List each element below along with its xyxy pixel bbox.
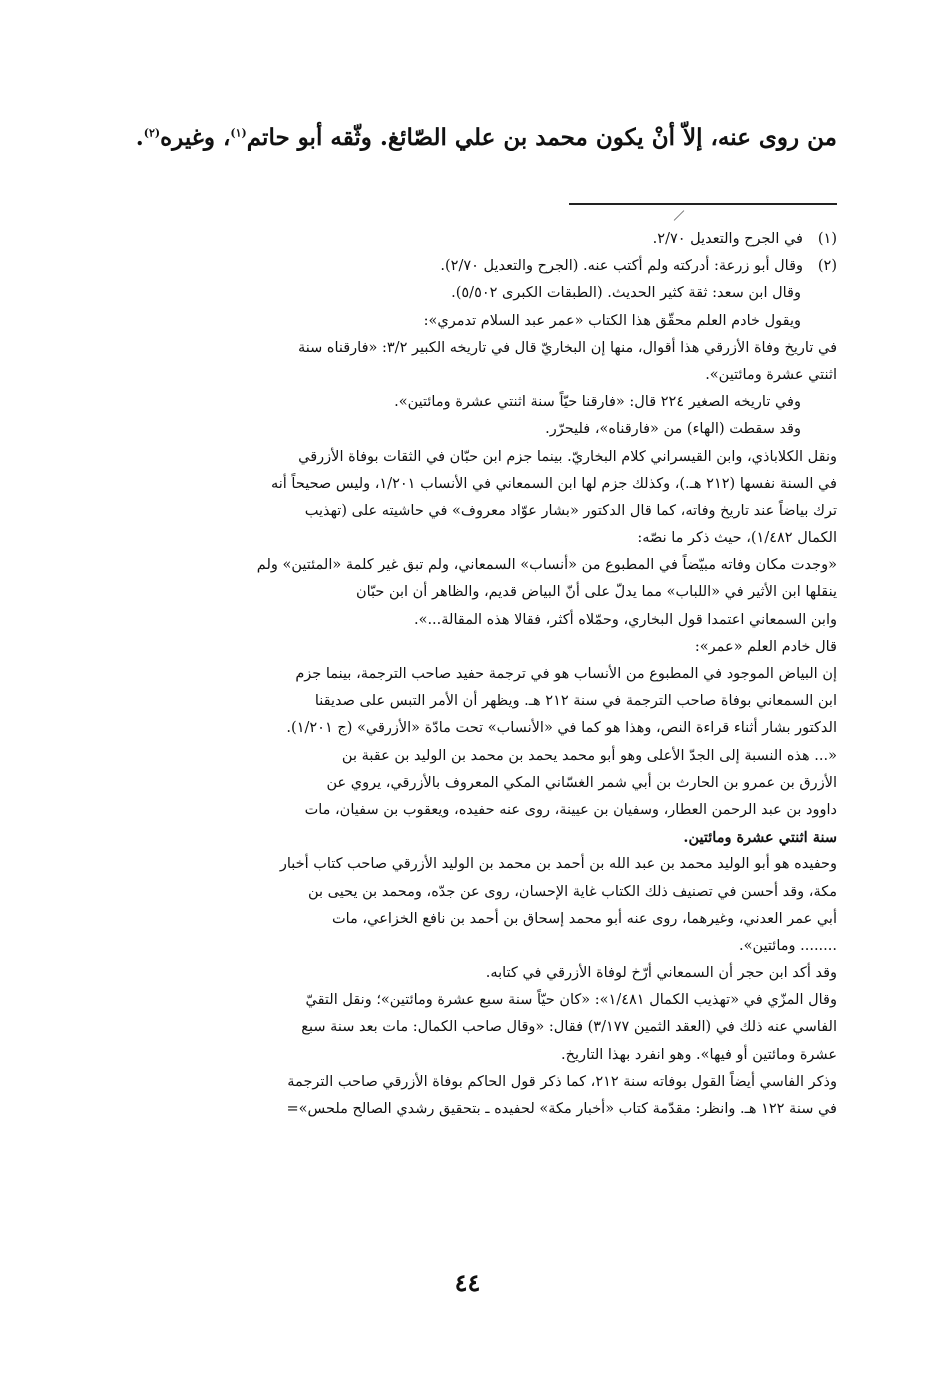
footnote-line xyxy=(117,743,837,770)
footnotes-block xyxy=(117,226,837,1123)
footnote-line xyxy=(117,1042,837,1069)
footnote-text: وقد سقطت (الهاء) من «فارقناه»، فليحرّر. xyxy=(545,421,801,438)
footnote-line xyxy=(117,1014,837,1041)
footnote-line xyxy=(117,770,837,797)
footnote-line xyxy=(117,362,837,389)
footnote-line xyxy=(117,389,837,416)
footnote-text: وابن السمعاني اعتمدا قول البخاري، وحمّلاه أكثر، فقالا هذه المقالة...». xyxy=(413,611,837,628)
footnote-text: أبي عمر العدني، وغيرهما، روى عنه أبو محمد إسحاق بن أحمد بن نافع الخزاعي، مات xyxy=(331,910,837,927)
footnote-text: ترك بياضاً عند تاريخ وفاته، كما قال الدكتور «بشار عوّاد معروف» في حاشيته على (تهذيب xyxy=(304,502,837,519)
footnote-line xyxy=(117,444,837,471)
stray-mark xyxy=(674,210,685,221)
footnote-ref-2[interactable]: (٢) xyxy=(143,126,161,140)
footnote-line xyxy=(117,906,837,933)
footnote-text: اثنتي عشرة ومائتين». xyxy=(705,366,837,383)
footnote-line xyxy=(117,579,837,606)
footnote-text: وقال ابن سعد: ثقة كثير الحديث. (الطبقات الكبرى ٥/٥٠٢). xyxy=(451,285,801,302)
footnote-text: «وجدت مكان وفاته مبيّضاً في المطبوع من «أنساب» السمعاني، ولم تبق غير كلمة «المئتين» ولم xyxy=(256,557,837,574)
footnote-text: «... هذه النسبة إلى الجدّ الأعلى وهو أبو محمد يحمد بن محمد بن الوليد بن عقبة بن xyxy=(341,747,837,764)
main-text-part2: ، وغيره xyxy=(160,124,231,151)
footnote-line xyxy=(117,634,837,661)
footnote-text: الكمال ١/٤٨٢)، حيث ذكر ما نصّه: xyxy=(637,530,837,547)
footnote-text: عشرة ومائتين أو فيها». وهو انفرد بهذا التاريخ. xyxy=(561,1046,837,1063)
footnote-line xyxy=(117,987,837,1014)
footnote-line xyxy=(117,253,837,280)
footnote-line xyxy=(117,1069,837,1096)
footnote-text: في سنة ١٢٢ هـ. وانظر: مقدّمة كتاب «أخبار مكة» لحفيده ـ بتحقيق رشدي الصالح ملحس»= xyxy=(286,1101,837,1117)
footnote-line xyxy=(117,688,837,715)
footnote-text: إن البياض الموجود في المطبوع من الأنساب هو في ترجمة حفيد صاحب الترجمة، بينما جزم xyxy=(295,666,837,682)
footnote-text: داوود بن عبد الرحمن العطار، وسفيان بن عيينة، روى عنه حفيده، ويعقوب بن سفيان، مات xyxy=(304,801,837,818)
footnote-line xyxy=(117,851,837,878)
footnote-text: سنة اثنتي عشرة ومائتين. xyxy=(683,829,837,847)
main-text-part1: من روى عنه، إلاّ أنْ يكون محمد بن علي الصّائغ. وثّقه أبو حاتم xyxy=(246,124,837,151)
footnote-line xyxy=(117,715,837,742)
footnote-text: الأزرق بن عمرو بن الحارث بن أبي شمر الغسّاني المكي المعروف بالأزرقي، يروي عن xyxy=(326,774,837,791)
footnote-line xyxy=(117,797,837,824)
footnote-text: ابن السمعاني بوفاة صاحب الترجمة في سنة ٢١٢ هـ. ويظهر أن الأمر التبس على صديقنا xyxy=(314,693,837,710)
footnote-text: وقال المزّي في «تهذيب الكمال ١/٤٨١»: «كان حيّاً سنة سبع عشرة ومائتين»؛ ونقل التقيّ xyxy=(305,992,837,1009)
footnote-text: ........ ومائتين». xyxy=(739,937,837,954)
footnote-line xyxy=(117,933,837,960)
footnote-text: قال خادم العلم «عمر»: xyxy=(694,638,837,655)
footnote-number: (٢) xyxy=(817,258,837,275)
footnote-line xyxy=(117,416,837,443)
footnote-line xyxy=(117,308,837,335)
footnote-line xyxy=(117,525,837,552)
footnote-line xyxy=(117,471,837,498)
footnote-line xyxy=(117,280,837,307)
footnote-text: ينقلها ابن الأثير في «اللباب» مما يدلّ على أنّ البياض قديم، والظاهر أن ابن حبّان xyxy=(355,584,837,601)
footnote-text: في تاريخ وفاة الأزرقي هذا أقوال، منها إن البخاريّ قال في تاريخه الكبير ٣/٢: «فارقناه سنة xyxy=(297,339,837,356)
footnote-text: مكة، وقد أحسن في تصنيف ذلك الكتاب غاية الإحسان، روى عن جدّه، ومحمد بن يحيى بن xyxy=(307,883,837,900)
footnote-line xyxy=(117,1096,837,1123)
footnote-text: الفاسي عنه ذلك في (العقد الثمين ٣/١٧٧) فقال: «وقال صاحب الكمال: مات بعد سنة سبع xyxy=(301,1019,837,1036)
footnote-line xyxy=(117,661,837,688)
footnote-text: وفي تاريخه الصغير ٢٢٤ قال: «فارقنا حيّاً سنة اثنتي عشرة ومائتين». xyxy=(394,394,801,411)
footnote-line xyxy=(117,498,837,525)
footnote-text: وذكر الفاسي أيضاً القول بوفاته سنة ٢١٢، كما ذكر قول الحاكم بوفاة الأزرقي صاحب الترجمة xyxy=(287,1073,837,1090)
main-text-part3: . xyxy=(135,124,144,151)
footnote-line xyxy=(117,879,837,906)
footnote-text: وقال أبو زرعة: أدركته ولم أكتب عنه. (الجرح والتعديل ٢/٧٠). xyxy=(440,258,803,275)
footnote-text: ويقول خادم العلم محقّق هذا الكتاب «عمر عبد السلام تدمري»: xyxy=(423,312,801,329)
footnote-line xyxy=(117,824,837,851)
footnote-text: الدكتور بشار أثناء قراءة النص، وهذا هو كما في «الأنساب» تحت مادّة «الأزرقي» (ج ١/٢٠١). xyxy=(286,720,837,737)
footnote-ref-1[interactable]: (١) xyxy=(230,126,247,140)
footnote-text: وقد أكد ابن حجر أن السمعاني أرّخ لوفاة الأزرقي في كتابه. xyxy=(485,965,837,982)
footnote-number: (١) xyxy=(817,231,837,247)
footnote-text: وحفيده هو أبو الوليد محمد بن عبد الله بن أحمد بن محمد بن الوليد الأزرقي صاحب كتاب أخبار xyxy=(279,856,837,873)
footnote-line xyxy=(117,226,837,253)
footnote-line xyxy=(117,960,837,987)
main-text-line xyxy=(77,118,837,158)
footnote-text: ونقل الكلاباذي، وابن القيسراني كلام البخاريّ. بينما جزم ابن حبّان في الثقات بوفاة الأزرقي xyxy=(298,448,837,465)
footnote-text: في السنة نفسها (٢١٢ هـ.)، وكذلك جزم لها ابن السمعاني في الأنساب ١/٢٠١، وليس صحيحاً أنه xyxy=(270,475,837,492)
page-number: ٤٤ xyxy=(454,1268,481,1297)
footnote-line xyxy=(117,607,837,634)
footnote-separator xyxy=(569,203,837,205)
footnote-line xyxy=(117,335,837,362)
footnote-text: في الجرح والتعديل ٢/٧٠. xyxy=(652,231,803,247)
footnote-line xyxy=(117,552,837,579)
